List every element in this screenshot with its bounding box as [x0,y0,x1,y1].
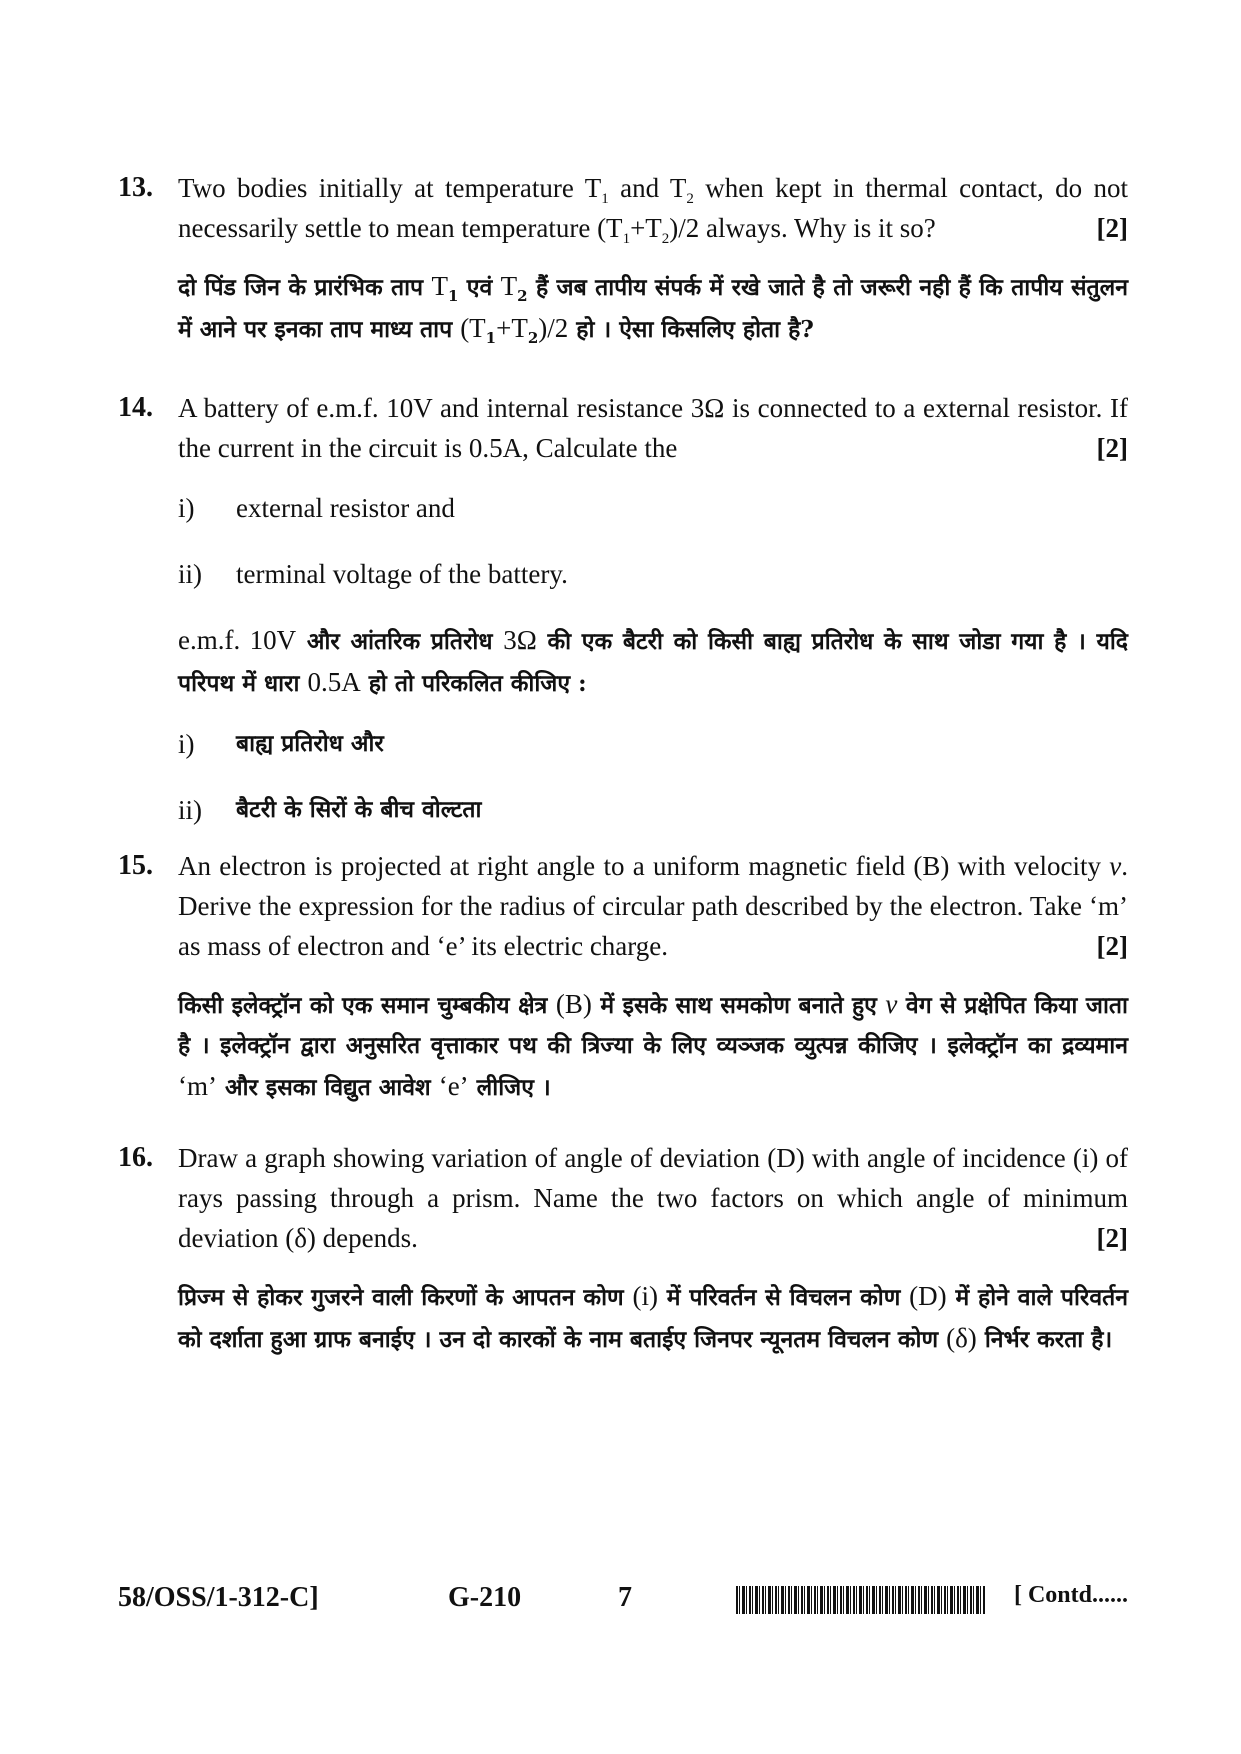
question-15 [118,846,1128,1108]
sub-items-english [178,488,1128,594]
marks-label: [2] [1096,1223,1128,1253]
paper-id: G-210 [448,1582,522,1613]
barcode [736,1586,986,1614]
marks-label: [2] [1096,931,1128,961]
question-text-english: Draw a graph showing variation of angle of deviation (D) with angle of incidence (i) of rays passing through a prism. Name the two factors on which angle of minimum deviation (δ) depends. [2] [178,1138,1128,1258]
question-number: 15. [118,850,153,881]
question-text-hindi: दो पिंड जिन के प्रारंभिक ताप $T_1$ एवं $T_2$ हैं जब तापीय संपर्क में रखे जाते है तो जरूरी नही हैं कि तापीय संतुलन में आने पर इनका ताप माध्य ताप $(T_1+T_2)/2$ हो । ऐसा किसलिए होता है? [178,271,1128,347]
marks-label: [2] [1096,213,1128,243]
page-number: 7 [618,1582,632,1613]
continued-label: [ Contd...... [1013,1582,1128,1608]
question-text-hindi: e.m.f. 10V और आंतरिक प्रतिरोध 3Ω की एक बैटरी को किसी बाह्य प्रतिरोध के साथ जोडा गया है । यदि परिपथ में धारा 0.5A हो तो परिकलित कीजिए : [178,625,1128,697]
question-16 [118,1138,1128,1360]
question-13 [118,168,1128,350]
question-text-hindi: किसी इलेक्ट्रॉन को एक समान चुम्बकीय क्षेत्र (B) में इसके साथ समकोण बनाते हुए v वेग से प्रक्षेपित किया जाता है । इलेक्ट्रॉन द्वारा अनुसरित वृत्ताकार पथ की त्रिज्या के लिए व्यञ्जक व्युत्पन्न कीजिए । इलेक्ट्रॉन का द्रव्यमान ‘m’ और इसका विद्युत आवेश ‘e’ लीजिए । [178,989,1128,1101]
marks-label: [2] [1096,433,1128,463]
question-number: 16. [118,1142,153,1173]
question-14 [118,388,1128,856]
list-item: i) external resistor and [178,493,455,523]
question-number: 14. [118,392,153,423]
question-number: 13. [118,172,153,203]
question-text-english: A battery of e.m.f. 10V and internal resistance 3Ω is connected to a external resistor. If the current in the circuit is 0.5A, Calculate the [2] [178,388,1128,468]
list-item: ii) terminal voltage of the battery. [178,559,568,589]
question-text-english: An electron is projected at right angle to a uniform magnetic field (B) with velocity v. Derive the expression for the radius of circular path described by the electron. Take ‘m’ as mass of electron and ‘e’ its electric charge. [2] [178,846,1128,966]
question-text-english: Two bodies initially at temperature $T_1$ and $T_2$ when kept in thermal contact, do not necessarily settle to mean temperature $(T_1+T_2)/2$ always. Why is it so? [2] [178,173,1128,247]
list-item: i) बाह्य प्रतिरोध और [178,729,384,759]
page-footer [118,1582,1128,1622]
sub-items-hindi [178,724,1128,830]
paper-code: 58/OSS/1-312-C] [118,1582,319,1613]
list-item: ii) बैटरी के सिरों के बीच वोल्टता [178,795,482,825]
question-text-hindi: प्रिज्म से होकर गुजरने वाली किरणों के आपतन कोण (i) में परिवर्तन से विचलन कोण (D) में होने वाले परिवर्तन को दर्शाता हुआ ग्राफ बनाईए । उन दो कारकों के नाम बताईए जिनपर न्यूनतम विचलन कोण (δ) निर्भर करता है। [178,1281,1128,1353]
